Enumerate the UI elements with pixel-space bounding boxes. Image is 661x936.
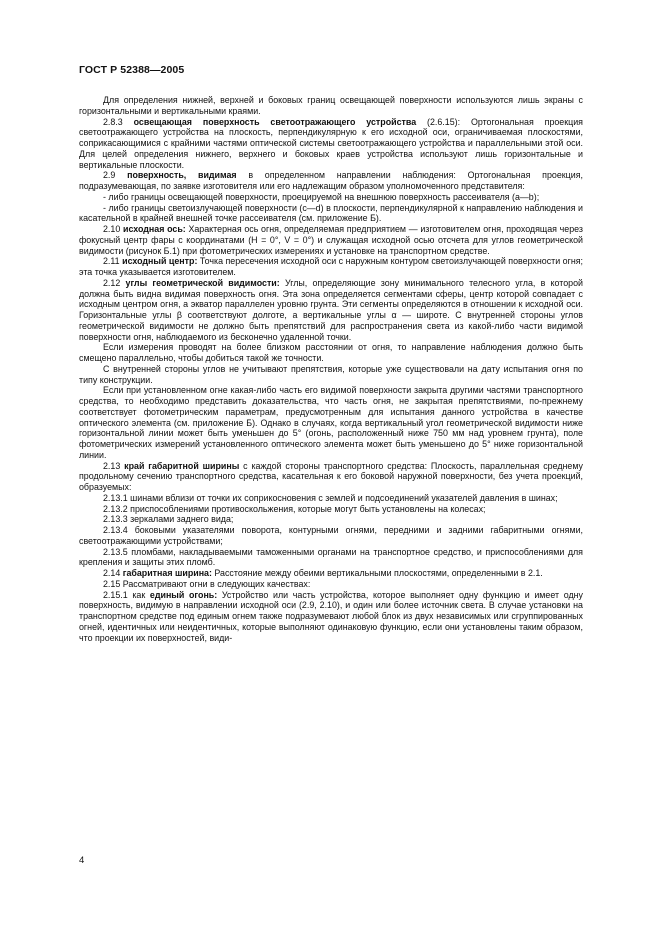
paragraph: Если измерения проводят на более близком расстоянии от огня, то направление наблюдения должно быть смещено параллельно, чтобы добиться такой же точности. <box>79 342 583 363</box>
paragraph: 2.14 габаритная ширина: Расстояние между обеими вертикальными плоскостями, определенными в 2.1. <box>103 568 543 578</box>
paragraph: 2.13.5 пломбами, накладываемыми таможенными органами на транспортное средство, и приспособлениями для крепления и защиты этих пломб. <box>79 546 583 568</box>
paragraph: 2.13 край габаритной ширины с каждой стороны транспортного средства: Плоскость, параллельная среднему продольному сечению транспортного средства, касательная к его боковой наружной поверхности, без учета проекций, образуемых: <box>79 460 583 492</box>
paragraph: 2.15.1 как единый огонь: Устройство или часть устройства, которое выполняет одну функцию и имеет одну поверхность, видимую в направлении исходной оси (2.9, 2.10), и один или более источник света. В случае установки на транспортном средстве под единым огнем также подразумевают любой блок из двух независимых или сгруппированных огней, идентичных или неидентичных, которые выполняют одинаковую функцию, если они установлены таким образом, что проекции их поверхностей, види- <box>79 589 583 643</box>
document-number: ГОСТ Р 52388—2005 <box>79 64 185 76</box>
page-number: 4 <box>79 855 85 866</box>
paragraph: 2.13.1 шинами вблизи от точки их соприкосновения с землей и подсоединений указателей давления в шинах; <box>103 492 558 503</box>
paragraph: 2.13.4 боковыми указателями поворота, контурными огнями, передними и задними габаритными огнями, светоотражающими устройствами; <box>79 525 583 546</box>
paragraph: С внутренней стороны углов не учитывают препятствия, которые уже существовали на дату испытания огня по типу конструкции. <box>79 363 583 385</box>
paragraph: 2.12 углы геометрической видимости: Углы, определяющие зону минимального телесного угла, в которой должна быть видна видимая поверхность огня. Эта зона определяется сегментами сферы, центр которой совпадает с исходным центром огня, а экватор параллелен уровню грунта. Эти сегменты определяются в отношении к исходной оси. Горизонтальные углы β соответствуют долготе, а вертикальные углы α — широте. С внутренней стороны углов геометрической видимости не должно быть препятствий для распространения света из какой-либо части видимой поверхности огня, наблюдаемого из бесконечно удаленной точки. <box>79 277 583 342</box>
paragraph: - либо границы освещающей поверхности, проецируемой на внешнюю поверхность рассеивателя (a—b); <box>103 191 540 202</box>
paragraph: 2.11 исходный центр: Точка пересечения исходной оси с наружным контуром светоизлучающей поверхности огня; эта точка указывается изготовителем. <box>79 256 584 277</box>
paragraph: 2.13.3 зеркалами заднего вида; <box>103 514 234 525</box>
paragraph: 2.15 Рассматривают огни в следующих качествах: <box>103 578 311 589</box>
paragraph: 2.9 поверхность, видимая в определенном направлении наблюдения: Ортогональная проекция, подразумевающая, по заявке изготовителя или его надлежащим образом уполномоченного представителя: <box>79 170 583 191</box>
paragraph: 2.8.3 освещающая поверхность светоотражающего устройства (2.6.15): Ортогональная проекция светоотражающего устройства на плоскость, перпендикулярную к его исходной оси, ограничиваемая плоскостями, соприкасающимися с крайними частями оптической системы светоотражающего устройства и параллельными этой оси. Для целей определения нижнего, верхнего и боковых краев устройства используют лишь горизонтальные и вертикальные плоскости. <box>79 116 583 170</box>
document-body <box>79 95 583 643</box>
paragraph: - либо границы светоизлучающей поверхности (c—d) в плоскости, перпендикулярной к направлению наблюдения и касательной в крайней внешней точке рассеивателя (см. приложение Б). <box>79 202 583 224</box>
paragraph: Если при установленном огне какая-либо часть его видимой поверхности закрыта другими частями транспортного средства, то необходимо представить доказательства, что часть огня, не закрытая препятствиями, по-прежнему соответствует фотометрическим параметрам, предусмотренным для испытания данного устройства в качестве оптического элемента (см. приложение Б). Однако в случаях, когда вертикальный угол геометрической видимости ниже горизонтальной линии может быть уменьшен до 5° (огонь, расположенный ниже 750 мм над уровнем грунта), поле фотометрических измерений установленного оптического элемента может быть уменьшено до 5° ниже горизонтальной линии. <box>79 385 583 460</box>
paragraph: 2.13.2 приспособлениями противоскольжения, которые могут быть установлены на колесах; <box>103 503 486 514</box>
paragraph: 2.10 исходная ось: Характерная ось огня, определяемая предприятием — изготовителем огня, проходящая через фокусный центр фары с координатами (H = 0°, V = 0°) и служащая исходной осью отсчета для углов геометрической видимости (рисунок Б.1) при фотометрических измерениях и установке на транспортном средстве. <box>79 224 583 256</box>
paragraph: Для определения нижней, верхней и боковых границ освещающей поверхности используются лишь экраны с горизонтальными и вертикальными краями. <box>79 95 583 116</box>
